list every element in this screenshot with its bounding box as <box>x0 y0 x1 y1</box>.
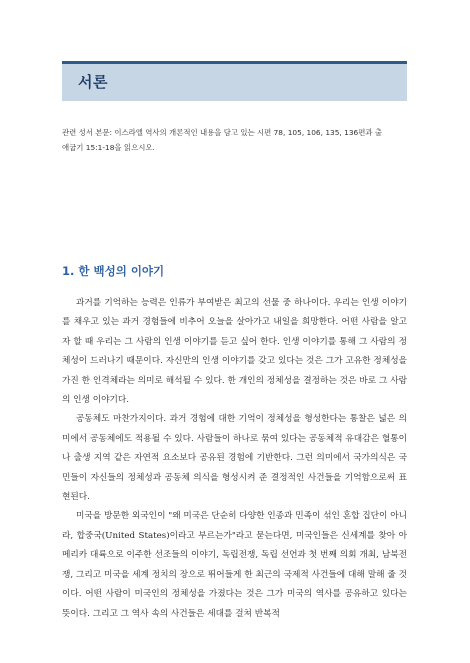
body-text <box>62 294 407 624</box>
subsection-title: 1. 한 백성의 이야기 <box>62 264 165 278</box>
paragraph: 공동체도 마찬가지이다. 과거 경험에 대한 기억이 정체성을 형성한다는 통찰은 넓은 의미에서 공동체에도 적용될 수 있다. 사람들이 하나로 묶여 있다는 공동체적 유대감은 혈통이나 출생 지역 같은 자연적 요소보다 공유된 경험에 기반한다. 그런 의미에서 국가의식은 국민들이 자신들의 정체성과 공동체 의식을 형성시켜 준 결정적인 사건들을 기억함으로써 표현된다. <box>62 414 407 503</box>
paragraph: 미국을 방문한 외국인이 "왜 미국은 단순히 다양한 인종과 민족이 섞인 혼합 집단이 아니라, 합중국(United States)이라고 부르는가"라고 묻는다면, 미국인들은 신세계를 찾아 아메리카 대륙으로 이주한 선조들의 이야기, 독립전쟁, 독립 선언과 첫 번째 의회 개최, 남북전쟁, 그리고 미국을 세계 정치의 장으로 뛰어들게 한 최근의 국제적 사건들에 대해 말해 줄 것이다. 어떤 사람이 미국인의 정체성을 가졌다는 것은 그가 미국의 역사를 공유하고 있다는 뜻이다. 그리고 그 역사 속의 사건들은 세대를 걸쳐 반복적 <box>62 511 407 619</box>
paragraph: 과거를 기억하는 능력은 인류가 부여받은 최고의 선물 중 하나이다. 우리는 인생 이야기를 채우고 있는 과거 경험들에 비추어 오늘을 살아가고 내일을 희망한다. 어떤 사람을 알고자 할 때 우리는 그 사람의 인생 이야기를 듣고 싶어 한다. 인생 이야기를 통해 그 사람의 정체성이 드러나기 때문이다. 자신만의 인생 이야기를 갖고 있다는 것은 그가 고유한 정체성을 가진 한 인격체라는 의미로 해석될 수 있다. 한 개인의 정체성을 결정하는 것은 바로 그 사람의 인생 이야기다. <box>62 298 407 406</box>
section-banner-accent-bar <box>62 61 407 64</box>
section-title: 서론 <box>78 73 108 91</box>
reading-note: 관련 성서 본문: 이스라엘 역사의 개론적인 내용을 담고 있는 시편 78, 105, 106, 135, 136편과 출 애굽기 15:1-18을 읽으시오. <box>62 128 383 152</box>
section-banner <box>62 61 407 101</box>
